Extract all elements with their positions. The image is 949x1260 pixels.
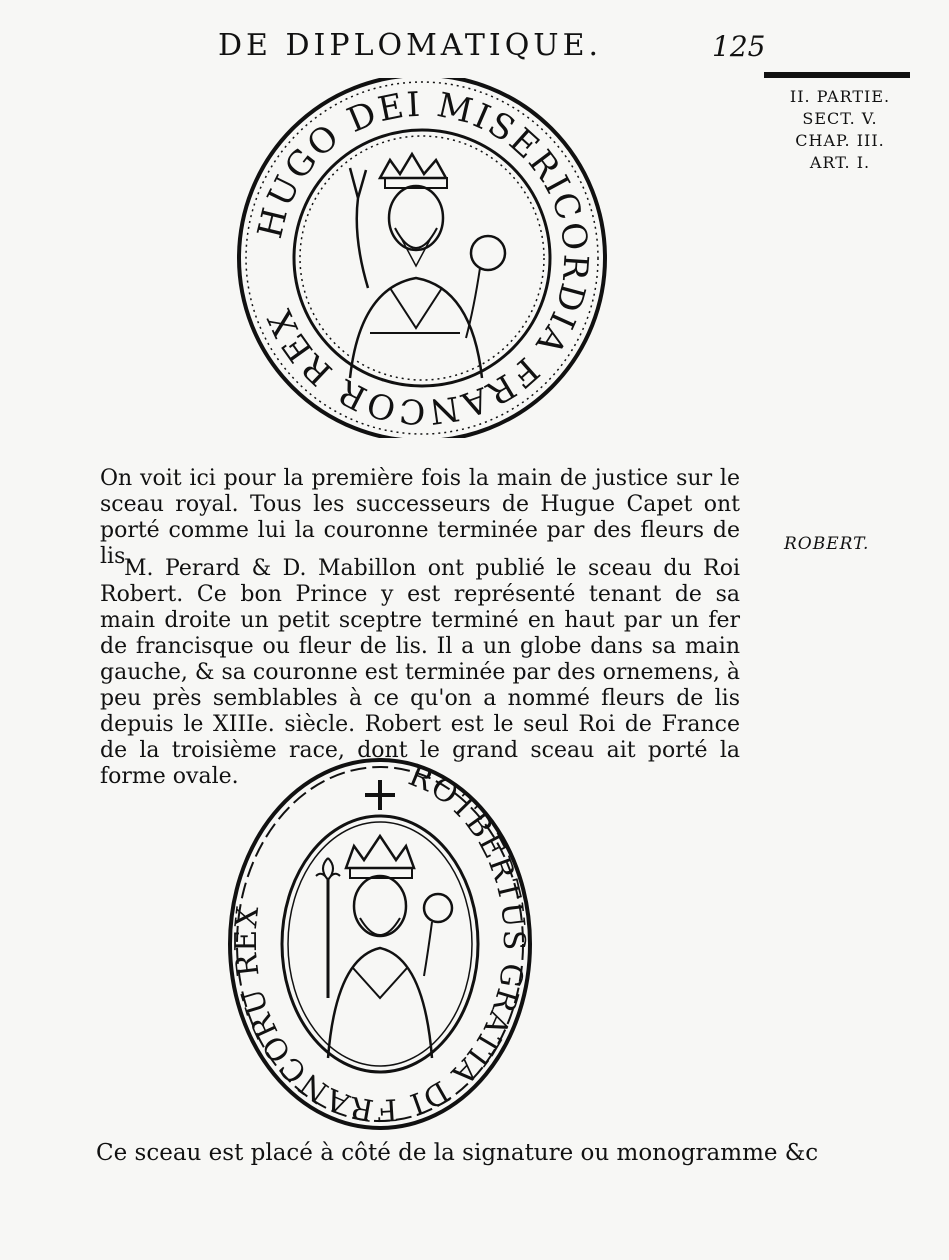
paragraph-main-de-justice: On voit ici pour la première fois la main de justice sur le sceau royal. Tous les successeurs de Hugue Capet ont porté comme lui la couronne terminée par des fleurs de lis. <box>100 466 740 569</box>
margin-ref-chapter: CHAP. III. <box>795 131 885 150</box>
margin-ref-article: ART. I. <box>809 153 871 172</box>
paragraph-sceau-robert: M. Perard & D. Mabillon ont publié le sceau du Roi Robert. Ce bon Prince y est représenté tenant de sa main droite un petit sceptre terminé en haut par un fer de francisque ou fleur de lis. Il a un globe dans sa main gauche, & sa couronne est terminée par des ornemens, à peu près semblables à ce qu'on a nommé fleurs de lis depuis le XIIIe. siècle. Robert est le seul Roi de France de la troisième race, dont le grand sceau ait porté la forme ovale. <box>100 556 740 789</box>
margin-ref-part: II. PARTIE. <box>789 87 891 106</box>
margin-reference <box>760 86 920 174</box>
closing-line: Ce sceau est placé à côté de la signature ou monogramme &c <box>96 1140 819 1166</box>
seal-hugh-capet-image <box>230 78 615 438</box>
running-title: DE DIPLOMATIQUE. <box>218 28 603 63</box>
seal-hugh-legend: HUGO DEI MISERICORDIA FRANCOR REX <box>250 84 596 432</box>
page-number: 125 <box>712 30 766 63</box>
margin-note-robert: ROBERT. <box>784 534 870 554</box>
seal-robert-image <box>228 758 533 1130</box>
margin-rule <box>764 72 910 78</box>
seal-robert-legend: ROTBERTUS GRATIA DI FRANCORU REX <box>228 758 531 1128</box>
margin-ref-section: SECT. V. <box>802 109 878 128</box>
seal-hugh-capet <box>230 78 615 438</box>
seal-robert <box>228 758 533 1130</box>
